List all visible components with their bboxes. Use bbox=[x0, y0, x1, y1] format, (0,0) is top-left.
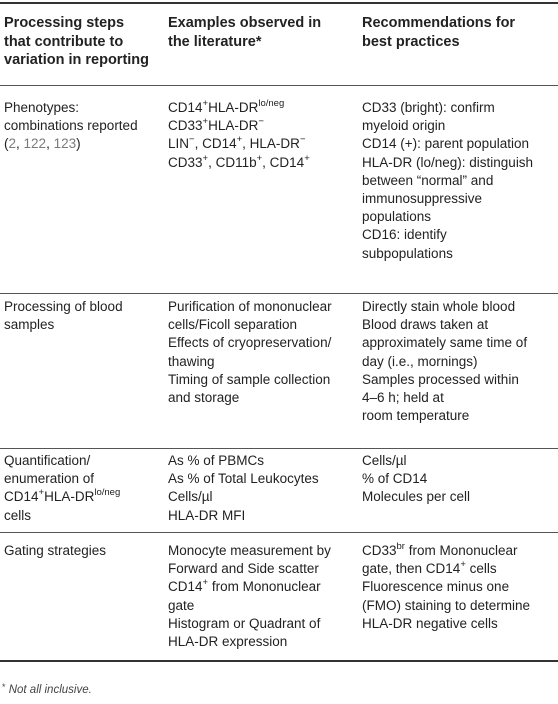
table-top-rule bbox=[0, 2, 558, 4]
row-divider-3 bbox=[0, 532, 558, 533]
row-blood-samples-examples: Purification of mononuclear cells/Ficoll separation Effects of cryopreservation/ thawing Timing of sample collection and storage bbox=[168, 299, 332, 406]
row-blood-samples-recommendations: Directly stain whole blood Blood draws taken at approximately same time of day (i.e., mornings) Samples processed within 4–6 h; held at room temperature bbox=[362, 299, 528, 424]
row-gating-recommendations: $CD33^{br}$ from Mononuclear gate, then CD14+ cells Fluorescence minus one (FMO) staining to determine HLA-DR negative cells bbox=[362, 541, 531, 631]
header-recommendations: Recommendations for best practices bbox=[362, 15, 516, 50]
row-quantification-examples: As % of PBMCs As % of Total Leukocytes Cells/µl HLA-DR MFI bbox=[168, 453, 319, 523]
header-examples: Examples observed in the literature* bbox=[168, 15, 322, 50]
row-quantification-step: Quantification/ enumeration of $CD14^+HLA-DR^{lo/neg}$ cells bbox=[4, 453, 121, 523]
row-phenotypes-examples: $CD14^+HLA-DR^{lo/neg}$ CD33+HLA-DR− LIN−, CD14+, HLA-DR− CD33+, CD11b+, CD14+ bbox=[168, 98, 310, 170]
row-gating-step: Gating strategies bbox=[4, 543, 107, 558]
ref-link-2[interactable]: 2 bbox=[8, 136, 17, 152]
header-rule bbox=[0, 85, 558, 86]
row-phenotypes-step: Phenotypes: combinations reported (2, 122, 123) bbox=[4, 99, 164, 154]
header-processing-steps: Processing steps that contribute to variation in reporting bbox=[4, 15, 150, 68]
row-gating-examples: Monocyte measurement by Forward and Side scatter CD14+ from Mononuclear gate Histogram or Quadrant of HLA-DR expression bbox=[168, 543, 331, 650]
table-bottom-rule bbox=[0, 660, 558, 662]
ref-link-123[interactable]: 123 bbox=[53, 136, 77, 152]
row-phenotypes-recommendations: CD33 (bright): confirm myeloid origin CD14 (+): parent population HLA-DR (lo/neg): distinguish between “normal” and immunosuppressive populations CD16: identify subpopulations bbox=[362, 100, 534, 261]
row-divider-2 bbox=[0, 448, 558, 449]
row-blood-samples-step: Processing of blood samples bbox=[4, 299, 123, 333]
table-footnote: * Not all inclusive. bbox=[2, 682, 92, 696]
row-divider-1 bbox=[0, 293, 558, 294]
ref-link-122[interactable]: 122 bbox=[23, 136, 47, 152]
row-quantification-recommendations: Cells/µl % of CD14 Molecules per cell bbox=[362, 453, 471, 505]
citation-refs: (2, 122, 123) bbox=[4, 136, 81, 152]
